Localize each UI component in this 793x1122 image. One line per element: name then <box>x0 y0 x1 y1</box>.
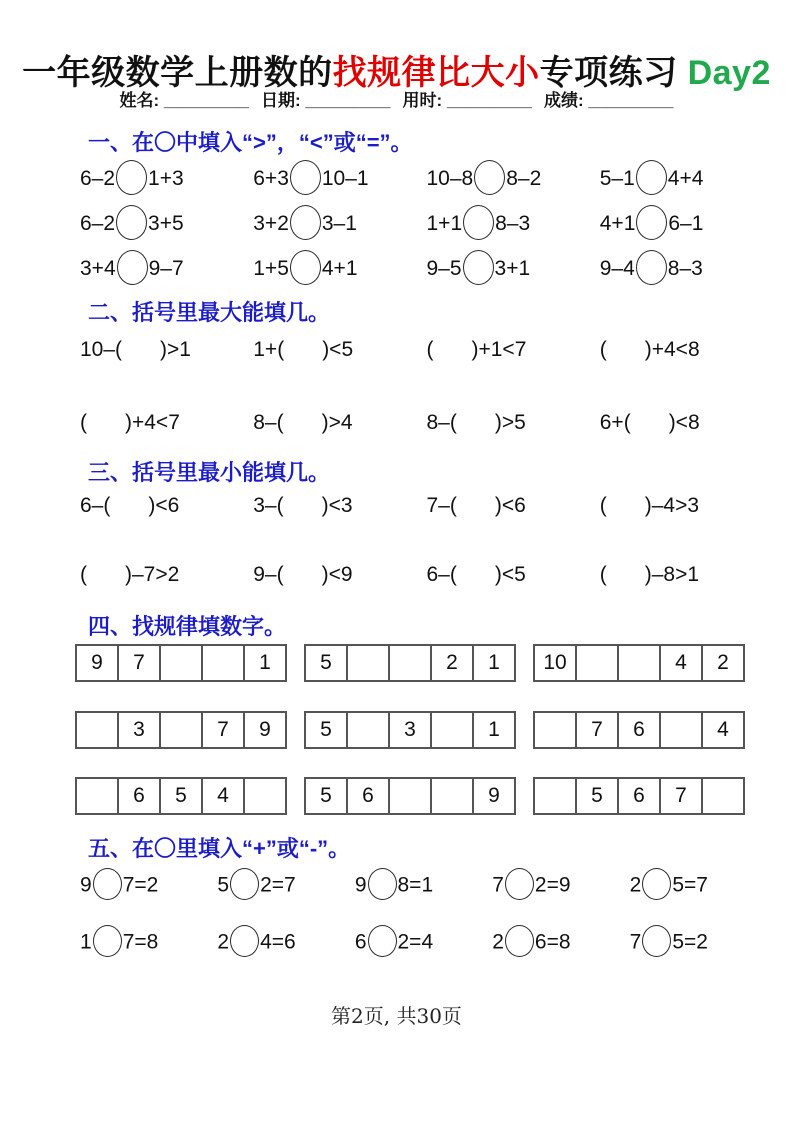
comparison-item <box>492 927 629 959</box>
pattern-table-cell: 9 <box>244 712 286 748</box>
answer-circle <box>505 925 534 957</box>
pattern-table-row <box>76 712 286 748</box>
answer-circle <box>116 160 147 195</box>
section4-table-row1 <box>0 644 793 682</box>
pattern-table-row <box>305 778 515 814</box>
answer-circle <box>474 160 505 195</box>
expression-right: 2=4 <box>397 930 434 954</box>
expression-right: 3+1 <box>494 257 531 281</box>
section2-row2 <box>0 411 793 435</box>
expression-right: 7=8 <box>122 930 159 954</box>
title-part-grade: 一年级数学上册数的 <box>22 53 333 92</box>
paren-item <box>427 494 600 518</box>
section4-heading: 四、找规律填数字。 <box>88 614 287 639</box>
paren-prefix: 8–( <box>426 411 457 434</box>
paren-suffix: )>4 <box>321 411 353 434</box>
pattern-table-cell <box>347 712 389 748</box>
section1-row2 <box>0 207 793 242</box>
pattern-table <box>75 777 287 815</box>
pattern-table-cell: 4 <box>202 778 244 814</box>
paren-suffix: )–4>3 <box>644 494 700 517</box>
expression-right: 4+1 <box>321 257 358 281</box>
expression-right: 6=8 <box>534 930 571 954</box>
comparison-item <box>355 870 492 902</box>
paren-item <box>253 338 426 362</box>
comparison-item <box>80 207 253 242</box>
paren-item <box>600 411 773 435</box>
pattern-table <box>533 644 745 682</box>
pattern-table-cell: 3 <box>118 712 160 748</box>
expression-right: 6–1 <box>668 212 704 236</box>
pattern-table-cell: 5 <box>160 778 202 814</box>
expression-right: 8=1 <box>397 873 434 897</box>
section5-heading: 五、在〇里填入“+”或“-”。 <box>88 836 351 861</box>
pattern-table-cell: 2 <box>702 645 744 681</box>
pattern-table-cell: 4 <box>660 645 702 681</box>
pattern-table-cell: 1 <box>244 645 286 681</box>
paren-suffix: )>5 <box>494 411 526 434</box>
paren-item <box>80 563 253 587</box>
expression-left: 3+4 <box>80 257 116 281</box>
answer-circle <box>505 868 534 900</box>
title-part-practice: 专项练习 <box>539 53 678 92</box>
expression-left: 2 <box>492 930 504 954</box>
expression-right: 9–7 <box>148 257 184 281</box>
paren-item <box>427 563 600 587</box>
pattern-table-cell: 9 <box>76 645 118 681</box>
comparison-item <box>630 870 767 902</box>
comparison-item <box>80 162 253 197</box>
comparison-item <box>217 870 354 902</box>
paren-prefix: 1+( <box>253 338 285 361</box>
comparison-item <box>492 870 629 902</box>
expression-right: 8–3 <box>495 212 531 236</box>
pattern-table-row <box>76 778 286 814</box>
answer-circle <box>93 868 122 900</box>
section5-row2 <box>0 927 793 959</box>
paren-item <box>253 494 426 518</box>
comparison-item <box>253 207 426 242</box>
paren-suffix: )<5 <box>494 563 526 586</box>
pattern-table-row <box>534 645 744 681</box>
pattern-table-cell: 7 <box>118 645 160 681</box>
pattern-table-cell: 5 <box>576 778 618 814</box>
meta-field-label: 用时: <box>402 91 443 110</box>
pattern-table-cell <box>389 778 431 814</box>
pattern-table-cell <box>431 778 473 814</box>
paren-prefix: ( <box>80 563 87 586</box>
pattern-table-cell <box>534 778 576 814</box>
expression-right: 2=9 <box>534 873 571 897</box>
pattern-table-cell <box>431 712 473 748</box>
expression-left: 1+5 <box>253 257 289 281</box>
expression-left: 7 <box>629 930 642 954</box>
answer-circle <box>116 205 147 240</box>
comparison-item <box>253 252 426 287</box>
title-part-topic: 找规律比大小 <box>332 53 540 92</box>
answer-circle <box>463 250 494 285</box>
comparison-item <box>427 252 600 287</box>
answer-circle <box>636 205 667 240</box>
expression-left: 9–5 <box>426 257 462 281</box>
expression-right: 4+4 <box>667 167 704 191</box>
paren-item <box>600 338 773 362</box>
pattern-table-cell <box>576 645 618 681</box>
answer-circle <box>463 205 494 240</box>
section3-row1 <box>0 494 793 518</box>
meta-field-label: 姓名: <box>119 91 160 110</box>
paren-prefix: 6–( <box>426 563 457 586</box>
expression-left: 2 <box>629 873 642 897</box>
comparison-item <box>80 252 253 287</box>
pattern-table <box>75 711 287 749</box>
pattern-table <box>75 644 287 682</box>
pattern-table-cell: 7 <box>202 712 244 748</box>
paren-suffix: )+1<7 <box>471 338 527 361</box>
comparison-item <box>80 927 217 959</box>
paren-suffix: )–8>1 <box>644 563 700 586</box>
pattern-table-cell: 9 <box>473 778 515 814</box>
pattern-table-cell <box>618 645 660 681</box>
pattern-table-cell: 2 <box>431 645 473 681</box>
pattern-table <box>304 644 516 682</box>
paren-prefix: 3–( <box>253 494 284 517</box>
pattern-table-row <box>534 778 744 814</box>
pattern-table-cell <box>389 645 431 681</box>
pattern-table-cell: 6 <box>618 778 660 814</box>
paren-item <box>253 563 426 587</box>
expression-right: 1+3 <box>148 167 184 191</box>
expression-left: 6–2 <box>80 212 116 236</box>
expression-right: 3–1 <box>321 212 357 236</box>
paren-item <box>80 338 253 362</box>
expression-left: 10–8 <box>426 167 474 191</box>
answer-circle <box>230 868 259 900</box>
expression-right: 3+5 <box>148 212 184 236</box>
pattern-table-cell <box>660 712 702 748</box>
meta-field <box>544 91 674 110</box>
meta-field <box>120 91 250 110</box>
pattern-table-cell <box>244 778 286 814</box>
expression-left: 6 <box>354 930 367 954</box>
pattern-table-cell: 5 <box>305 778 347 814</box>
pattern-table <box>533 711 745 749</box>
pattern-table-cell <box>202 645 244 681</box>
comparison-item <box>600 162 773 197</box>
expression-left: 3+2 <box>253 212 289 236</box>
comparison-item <box>600 207 773 242</box>
expression-left: 1+1 <box>426 212 463 236</box>
expression-left: 7 <box>492 873 504 897</box>
expression-right: 8–3 <box>667 257 703 281</box>
expression-right: 8–2 <box>506 167 542 191</box>
pattern-table-cell: 1 <box>473 645 515 681</box>
paren-suffix: )+4<8 <box>644 338 700 361</box>
pattern-table-row <box>534 712 744 748</box>
pattern-table-cell: 1 <box>473 712 515 748</box>
expression-left: 5–1 <box>599 167 635 191</box>
expression-left: 1 <box>80 930 92 954</box>
paren-prefix: 9–( <box>253 563 284 586</box>
meta-field-label: 成绩: <box>544 91 584 110</box>
pattern-table-cell: 10 <box>534 645 576 681</box>
meta-line <box>0 86 793 111</box>
section5-row1 <box>0 870 793 902</box>
title-part-day: Day2 <box>677 53 771 92</box>
pattern-table-row <box>305 712 515 748</box>
meta-field-blank: _________ <box>442 91 532 110</box>
answer-circle <box>93 925 122 957</box>
pattern-table-cell: 6 <box>618 712 660 748</box>
meta-field <box>403 91 533 110</box>
expression-right: 10–1 <box>321 167 369 191</box>
meta-field-blank: _________ <box>583 91 674 110</box>
section3-heading: 三、括号里最小能填几。 <box>88 460 331 485</box>
expression-left: 2 <box>217 930 230 954</box>
answer-circle <box>230 925 259 957</box>
answer-circle <box>290 160 321 195</box>
comparison-item <box>355 927 492 959</box>
pattern-table-row <box>76 645 286 681</box>
paren-suffix: )<5 <box>322 338 354 361</box>
expression-left: 4+1 <box>599 212 636 236</box>
section3-row2 <box>0 563 793 587</box>
comparison-item <box>630 927 767 959</box>
expression-left: 9–4 <box>599 257 635 281</box>
paren-suffix: )<6 <box>148 494 180 517</box>
pattern-table <box>533 777 745 815</box>
comparison-item <box>427 207 600 242</box>
expression-right: 7=2 <box>122 873 159 897</box>
answer-circle <box>290 205 321 240</box>
pattern-table-row <box>305 645 515 681</box>
pattern-table-cell: 4 <box>702 712 744 748</box>
paren-suffix: )<8 <box>668 411 700 434</box>
expression-left: 6+3 <box>253 167 289 191</box>
answer-circle <box>290 250 321 285</box>
paren-prefix: ( <box>599 494 607 517</box>
section2-row1 <box>0 338 793 362</box>
section2-heading: 二、括号里最大能填几。 <box>88 300 331 325</box>
pattern-table-cell <box>534 712 576 748</box>
comparison-item <box>80 870 217 902</box>
paren-prefix: 6–( <box>80 494 111 517</box>
paren-prefix: ( <box>426 338 434 361</box>
section1-heading: 一、在〇中填入“>”，“<”或“=”。 <box>88 130 413 155</box>
paren-suffix: )<6 <box>494 494 526 517</box>
comparison-item <box>253 162 426 197</box>
expression-right: 5=2 <box>672 930 708 954</box>
expression-left: 5 <box>217 873 230 897</box>
page-number: 第2页, 共30页 <box>331 1004 462 1028</box>
expression-left: 6–2 <box>80 167 116 191</box>
answer-circle <box>642 868 671 900</box>
expression-right: 4=6 <box>260 930 296 954</box>
paren-suffix: )<9 <box>321 563 353 586</box>
comparison-item <box>427 162 600 197</box>
expression-left: 9 <box>354 873 367 897</box>
paren-item <box>427 338 600 362</box>
comparison-item <box>600 252 773 287</box>
expression-right: 5=7 <box>672 873 708 897</box>
pattern-table-cell <box>160 645 202 681</box>
answer-circle <box>368 925 397 957</box>
pattern-table-cell: 7 <box>576 712 618 748</box>
pattern-table-cell: 5 <box>305 645 347 681</box>
answer-circle <box>636 160 667 195</box>
paren-prefix: ( <box>599 338 607 361</box>
section4-table-row3 <box>0 777 793 815</box>
pattern-table-cell <box>160 712 202 748</box>
comparison-item <box>217 927 354 959</box>
pattern-table <box>304 711 516 749</box>
paren-prefix: 8–( <box>253 411 284 434</box>
paren-prefix: 6+( <box>599 411 631 434</box>
section1-row1 <box>0 162 793 197</box>
paren-item <box>80 411 253 435</box>
pattern-table-cell: 6 <box>118 778 160 814</box>
pattern-table-cell: 5 <box>305 712 347 748</box>
answer-circle <box>642 925 671 957</box>
paren-suffix: )–7>2 <box>125 563 180 586</box>
section1-row3 <box>0 252 793 287</box>
pattern-table-cell <box>702 778 744 814</box>
paren-prefix: ( <box>599 563 607 586</box>
expression-right: 2=7 <box>260 873 296 897</box>
pattern-table-cell <box>347 645 389 681</box>
pattern-table-cell: 6 <box>347 778 389 814</box>
paren-suffix: )<3 <box>321 494 353 517</box>
pattern-table-cell: 3 <box>389 712 431 748</box>
paren-prefix: 10–( <box>80 338 123 361</box>
paren-item <box>80 494 253 518</box>
meta-field-blank: _________ <box>300 91 391 110</box>
answer-circle <box>368 868 397 900</box>
pattern-table <box>304 777 516 815</box>
answer-circle <box>636 250 667 285</box>
pattern-table-cell <box>76 778 118 814</box>
meta-field <box>261 91 391 110</box>
answer-circle <box>117 250 148 285</box>
meta-field-blank: _________ <box>159 91 249 110</box>
section4-table-row2 <box>0 711 793 749</box>
paren-suffix: )>1 <box>160 338 191 361</box>
paren-item <box>600 494 773 518</box>
pattern-table-cell <box>76 712 118 748</box>
paren-item <box>427 411 600 435</box>
paren-item <box>600 563 773 587</box>
paren-prefix: 7–( <box>426 494 457 517</box>
expression-left: 9 <box>80 873 92 897</box>
meta-field-label: 日期: <box>261 91 301 110</box>
pattern-table-cell: 7 <box>660 778 702 814</box>
paren-suffix: )+4<7 <box>125 411 180 434</box>
paren-prefix: ( <box>80 411 87 434</box>
paren-item <box>253 411 426 435</box>
